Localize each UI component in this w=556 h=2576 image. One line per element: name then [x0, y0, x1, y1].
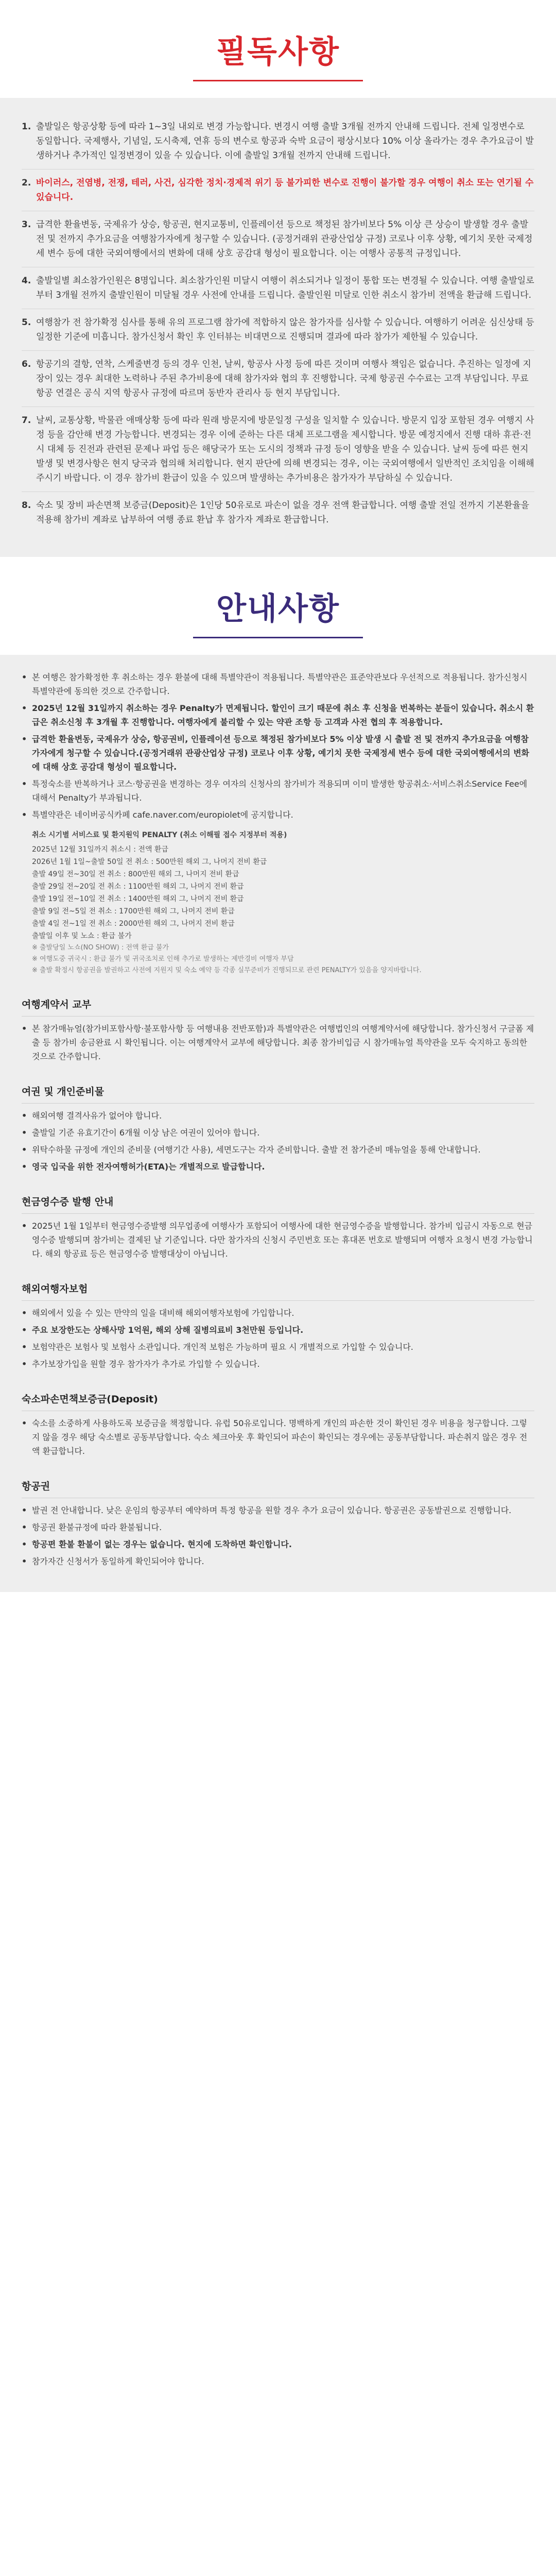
fee-row: 출발 4일 전~1일 전 취소 : 2000만원 해외 그, 나머지 전비 환급 [32, 920, 235, 928]
bullet-text: 주요 보장한도는 상해사망 1억원, 해외 상해 질병의료비 3천만원 등입니다. [32, 1325, 304, 1335]
info-bullet [22, 1022, 534, 1063]
bullet-text: 참가자간 신청서가 동일하게 확인되어야 합니다. [32, 1556, 204, 1566]
subsection-title: 현금영수증 발행 안내 [22, 1194, 534, 1214]
subsection-title: 항공권 [22, 1479, 534, 1498]
item-text: 날씨, 교통상황, 박물관 애매상황 등에 따라 원래 방문지에 방문일정 구성을 일치할 수 있습니다. 방문지 입장 포함된 경우 여행지 사정 등을 감안해 변경 가능합니다. 변경되는 경우 이에 준하는 다른 대체 프로그램을 제시합니다. 방문 예정지에서 진행 대하 휴관·전시 대체 등 진전과 관련된 문제나 파업 등은 해당국가 또는 도시의 정책과 규정 등이 영향을 받을 수 있습니다. 날씨 등에 따른 현지 발생 및 변경사항은 현지 당국과 협의해 처리합니다. 현지 판단에 의해 변경되는 경우, 이는 국외여행에서 일반적인 조치임을 이해해주시기 바랍니다. 이 경우 참가비 환급이 있을 수 있으며 발생하는 추가비용은 참가자가 부담하실 수 있습니다. [36, 415, 534, 483]
fee-note: ※ 출발 확정시 항공권을 발권하고 사전에 지원지 및 숙소 예약 등 각종 실무준비가 진행되므로 관련 PENALTY가 있음을 양지바랍니다. [32, 967, 422, 974]
bullet-text: 발권 전 안내합니다. 낮은 운임의 항공부터 예약하며 특정 항공을 원할 경우 추가 요금이 있습니다. 항공권은 공동발권으로 진행합니다. [32, 1505, 512, 1515]
fee-note: ※ 출발당일 노쇼(NO SHOW) : 전액 환급 불가 [32, 944, 169, 952]
info-subsection [22, 1281, 534, 1371]
info-bullet [22, 777, 534, 805]
item-text: 출발일별 최소참가인원은 8명입니다. 최소참가인원 미달시 여행이 취소되거나 일정이 통합 또는 변경될 수 있습니다. 여행 출발일로부터 3개월 전까지 출발인원이 미달될 경우 사전에 안내를 드립니다. 출발인원 미달로 인한 취소시 참가비 전액을 환급해 드립니다. [36, 276, 534, 300]
item-text: 바이러스, 전염병, 전쟁, 테러, 사건, 심각한 정치·경제적 위기 등 불가피한 변수로 진행이 불가할 경우 여행이 취소 또는 연기될 수 있습니다. [36, 178, 534, 202]
bullet-text: 본 참가매뉴얼(참가비포함사항·불포함사항 등 여행내용 전반포함)과 특별약관은 여행법인의 여행계약서에 해당합니다. 참가신청서 구글폼 제출 등 참가비 송금완료 시 확인됩니다. 이는 여행계약서 교부에 해당합니다. 최종 참가비입금 시 참가매뉴얼 특약관을 모두 숙지하고 동의한 것으로 간주합니다. [32, 1024, 534, 1061]
fee-row: 출발 29일 전~20일 전 취소 : 1100만원 해외 그, 나머지 전비 환급 [32, 883, 244, 891]
bullet-text: 급격한 환율변동, 국제유가 상승, 항공권비, 인플레이션 등으로 책정된 참가비보다 5% 이상 발생 시 출발 전 및 전까지 추가요금을 여행참가자에게 청구할 수 있습니다.(공정거래위 관광산업상 규정) 코로나 이후 상황, 예기치 못한 국제정세 변수 등에 대한 국외여행에서의 변화에 대해 상호 공감대 형성이 필요합니다. [32, 734, 529, 772]
bullet-text: 영국 입국을 위한 전자여행허가(ETA)는 개별적으로 발급합니다. [32, 1162, 265, 1172]
bullet-dot: • [22, 1522, 27, 1532]
bullet-text: 해외여행 결격사유가 없어야 합니다. [32, 1111, 162, 1121]
info-bullet [22, 701, 534, 729]
info-bullet [22, 1357, 534, 1371]
bullet-dot: • [22, 703, 27, 713]
bullet-dot: • [22, 1162, 27, 1172]
info-bullet [22, 1340, 534, 1354]
info-subsection [22, 1392, 534, 1458]
bullet-dot: • [22, 1505, 27, 1515]
bullet-dot: • [22, 1359, 27, 1369]
item-number: 5. [22, 317, 31, 328]
bullet-dot: • [22, 1556, 27, 1566]
bullet-text: 해외에서 있을 수 있는 만약의 일을 대비해 해외여행자보험에 가입합니다. [32, 1308, 294, 1318]
must-read-item [22, 267, 534, 309]
bullet-dot: • [22, 1342, 27, 1352]
item-number: 3. [22, 219, 31, 230]
info-header [0, 557, 556, 655]
fee-row: 2026년 1월 1일~출발 50일 전 취소 : 500만원 해외 그, 나머지 전비 환급 [32, 858, 267, 866]
fee-note: ※ 여행도중 귀국시 : 환급 불가 및 귀국조치로 인해 추가로 발생하는 제반경비 여행자 부담 [32, 955, 294, 963]
bullet-text: 항공편 환불 환불이 없는 경우는 없습니다. 현지에 도착하면 확인합니다. [32, 1539, 292, 1549]
fee-row: 출발 9일 전~5일 전 취소 : 1700만원 해외 그, 나머지 전비 환급 [32, 907, 235, 916]
bullet-text: 2025년 12월 31일까지 취소하는 경우 Penalty가 면제됩니다. 할인이 크기 때문에 취소 후 신청을 번복하는 분들이 있습니다. 취소시 환급은 취소신청 후 3개월 후 진행합니다. 여행자에게 불리할 수 있는 약관 조항 등 고객과 사전 협의 후 적용합니다. [32, 703, 534, 727]
info-bullet [22, 1520, 534, 1534]
item-text: 급격한 환율변동, 국제유가 상승, 항공권, 현지교통비, 인플레이션 등으로 책정된 참가비보다 5% 이상 큰 상승이 발생할 경우 출발 전 및 전까지 추가요금을 여행참가자에게 청구할 수 있습니다. (공정거래위 관광산업상 규정) 코로나 이후 상황, 예기치 못한 국제정세 변수 등에 대한 국외여행에서의 변화에 대해 상호 공감대 형성이 필요합니다. 이는 여행사 공통적 규정입니다. [36, 219, 533, 259]
bullet-text: 추가보장가입을 원할 경우 참가자가 추가로 가입할 수 있습니다. [32, 1359, 260, 1369]
fee-row: 출발 19일 전~10일 전 취소 : 1400만원 해외 그, 나머지 전비 환급 [32, 895, 244, 903]
info-bullet [22, 1143, 534, 1157]
must-read-item [22, 309, 534, 351]
info-bullet [22, 1323, 534, 1337]
bullet-dot: • [22, 779, 27, 789]
item-text: 출발일은 항공상황 등에 따라 1~3일 내외로 변경 가능합니다. 변경시 여행 출발 3개월 전까지 안내해 드립니다. 전체 일정변수로 동일합니다. 국제행사, 기념일, 도시축제, 연휴 등의 변수로 항공과 숙박 요금이 평상시보다 10% 이상 올라가는 경우 추가요금이 발생하거나 추가적인 일정변경이 있을 수 있습니다. 이에 출발일 3개월 전까지 안내해 드립니다. [36, 122, 534, 161]
bullet-dot: • [22, 1024, 27, 1033]
fee-row: 출발일 이후 및 노쇼 : 환급 불가 [32, 932, 132, 940]
info-bullet [22, 1126, 534, 1140]
bullet-dot: • [22, 810, 27, 820]
must-read-list [22, 113, 534, 533]
info-underline [193, 637, 363, 638]
subsection-title: 여권 및 개인준비물 [22, 1084, 534, 1104]
item-number: 4. [22, 276, 31, 286]
bullet-dot: • [22, 734, 27, 744]
item-text: 숙소 및 장비 파손면책 보증금(Deposit)은 1인당 50유로로 파손이 없을 경우 전액 환급합니다. 여행 출발 전일 전까지 기본환율을 적용해 참가비 계좌로 납부하여 여행 종료 환납 후 참가자 계좌로 환급합니다. [36, 500, 529, 525]
fee-row: 2025년 12월 31일까지 취소시 : 전액 환급 [32, 845, 168, 854]
info-bullet [22, 1554, 534, 1568]
info-bullet [22, 1160, 534, 1174]
info-subsection [22, 1084, 534, 1174]
bullet-text: 본 여행은 참가확정한 후 취소하는 경우 환불에 대해 특별약관이 적용됩니다. 특별약관은 표준약관보다 우선적으로 적용됩니다. 참가신청시 특별약관에 동의한 것으로 간주합니다. [32, 672, 528, 696]
bullet-dot: • [22, 1111, 27, 1121]
bullet-dot: • [22, 1145, 27, 1155]
info-bullet [22, 1109, 534, 1123]
bullet-text: 보험약관은 보험사 및 보험사 소관입니다. 개인적 보험은 가능하며 필요 시 개별적으로 가입할 수 있습니다. [32, 1342, 413, 1352]
fee-table-head: 취소 시기별 서비스료 및 환지원익 PENALTY (취소 이해필 접수 지정부터 적용) [32, 831, 287, 839]
must-read-header [0, 0, 556, 98]
info-bullet [22, 1306, 534, 1320]
info-subsection [22, 1194, 534, 1261]
cancellation-fee-table [32, 829, 534, 976]
info-bullet [22, 1503, 534, 1517]
bullet-text: 항공권 환불규정에 따라 환불됩니다. [32, 1522, 162, 1532]
info-bullet [22, 1537, 534, 1551]
must-read-underline [193, 80, 363, 81]
bullet-text: 출발일 기준 유효기간이 6개월 이상 남은 여권이 있어야 합니다. [32, 1128, 260, 1138]
item-number: 2. [22, 178, 31, 188]
must-read-section [0, 98, 556, 557]
info-bullet [22, 808, 534, 822]
bullet-dot: • [22, 1418, 27, 1428]
subsection-title: 숙소파손면책보증금(Deposit) [22, 1392, 534, 1411]
info-subsection [22, 1479, 534, 1568]
must-read-item [22, 351, 534, 407]
item-text: 항공기의 결항, 연착, 스케줄변경 등의 경우 인천, 날씨, 항공사 사정 등에 따른 것이며 여행사 책임은 없습니다. 추진하는 일정에 지장이 있는 경우 최대한 노력하나 주된 추가비용에 대해 참가자와 협의 후 진행합니다. 국제 항공권 수수료는 고객 부담입니다. 무료 항공 연결은 공식 지역 항공사 규정에 따르며 동반자 관리사 등 현지 부담입니다. [36, 359, 531, 398]
item-number: 6. [22, 359, 31, 369]
fee-row: 출발 49일 전~30일 전 취소 : 800만원 해외 그, 나머지 전비 환급 [32, 870, 239, 878]
bullet-text: 2025년 1월 1일부터 현금영수증발행 의무업종에 여행사가 포함되어 여행사에 대한 현금영수증을 발행합니다. 참가비 입금시 자동으로 현금영수증 발행되며 참가비는 결제된 날 기준입니다. 다만 참가자의 신청시 주민번호 또는 휴대폰 번호로 발행되며 여행자 요청시 변경 가능합니다. 해외 항공료 등은 현금영수증 발행대상이 아닙니다. [32, 1221, 533, 1259]
info-bullet [22, 1416, 534, 1458]
info-title: 안내사항 [216, 590, 340, 627]
bullet-text: 위탁수하물 규정에 개인의 준비물 (여행기간 사용), 세면도구는 각자 준비합니다. 출발 전 참가준비 매뉴얼을 통해 안내합니다. [32, 1145, 481, 1155]
must-read-item [22, 211, 534, 267]
subsection-title: 여행계약서 교부 [22, 997, 534, 1016]
item-number: 8. [22, 500, 31, 511]
item-number: 7. [22, 415, 31, 426]
must-read-item [22, 492, 534, 533]
info-subsection [22, 997, 534, 1063]
bullet-dot: • [22, 1221, 27, 1231]
must-read-item [22, 113, 534, 170]
item-number: 1. [22, 122, 31, 132]
info-bullet [22, 670, 534, 698]
subsection-title: 해외여행자보험 [22, 1281, 534, 1301]
info-section [0, 655, 556, 1592]
bullet-text: 특정숙소를 반복하거나 코스·항공권을 변경하는 경우 여자의 신청사의 참가비가 적용되며 이미 발생한 항공취소·서비스취소Service Fee에 대해서 Penalty가 부과됩니다. [32, 779, 528, 803]
bullet-dot: • [22, 1539, 27, 1549]
item-text: 여행참가 전 참가확정 심사를 통해 유의 프로그램 참가에 적합하지 않은 참가자를 심사할 수 있습니다. 여행하기 어려운 심신상태 등 일정한 기준에 미흡니다. 참가신청서 확인 후 인터뷰는 비대면으로 진행되며 결과에 따라 참가가 제한될 수 있습니다. [36, 317, 534, 342]
bullet-text: 숙소를 소중하게 사용하도록 보증금을 책정합니다. 유럽 50유로입니다. 명백하게 개인의 파손한 것이 확인된 경우 비용을 청구합니다. 그렇지 않을 경우 해당 숙소별로 공동부담합니다. 숙소 체크아웃 후 확인되어 파손이 확인되는 경우에는 공동부담합니다. 파손취지 않은 경우 전액 환급합니다. [32, 1418, 528, 1456]
bullet-dot: • [22, 672, 27, 682]
bullet-text: 특별약관은 네이버공식카페 cafe.naver.com/europiolet에 공지합니다. [32, 810, 293, 820]
must-read-title: 필독사항 [216, 33, 340, 70]
info-bullet [22, 1219, 534, 1261]
must-read-item [22, 170, 534, 211]
bullet-dot: • [22, 1325, 27, 1335]
bullet-dot: • [22, 1308, 27, 1318]
must-read-item [22, 407, 534, 492]
info-bullet [22, 732, 534, 774]
bullet-dot: • [22, 1128, 27, 1138]
